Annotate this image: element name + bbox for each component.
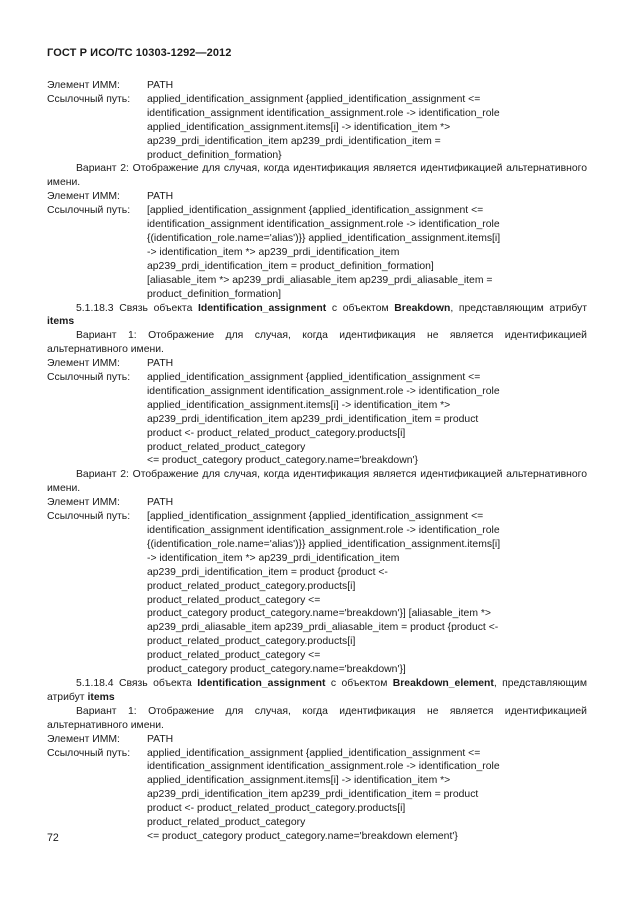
path-line: identification_assignment identification_assignment.role -> identification_role (147, 761, 500, 773)
path-line: ap239_prdi_identification_item ap239_prdi_identification_item = product (147, 413, 479, 425)
variant-paragraph: Вариант 1: Отображение для случая, когда идентификация не является идентификацией альтернативного имени. (47, 705, 587, 731)
path-line: product_related_product_category <= (147, 594, 321, 606)
path-line: product_definition_formation} (147, 149, 282, 161)
path-line: ap239_prdi_identification_item ap239_prdi_identification_item = (147, 135, 441, 147)
variant-paragraph: Вариант 2: Отображение для случая, когда идентификация является идентификацией альтернативного имени. (47, 469, 587, 495)
path-line: ap239_prdi_identification_item = product {product <- (147, 566, 388, 578)
entity-name: Identification_assignment (198, 302, 327, 314)
attribute-name: items (47, 316, 75, 328)
path-line: {(identification_role.name='alias')}} applied_identification_assignment.items[i] (147, 538, 501, 550)
variant-paragraph: Вариант 2: Отображение для случая, когда идентификация является идентификацией альтернативного имени. (47, 163, 587, 189)
section-text: 5.1.18.4 Связь объекта (76, 677, 198, 689)
path-line: product_related_product_category (147, 441, 306, 453)
variant-paragraph: Вариант 1: Отображение для случая, когда идентификация не является идентификацией альтернативного имени. (47, 330, 587, 356)
section-heading-5-1-18-3 (47, 302, 587, 330)
imm-element-value: PATH (147, 733, 174, 745)
imm-element-row (47, 496, 587, 510)
imm-element-row (47, 357, 587, 371)
path-line: product_related_product_category <= (147, 650, 321, 662)
reference-path-value (147, 371, 587, 468)
path-line: product_definition_formation] (147, 288, 282, 300)
imm-element-value: PATH (147, 80, 174, 91)
path-line: product <- product_related_product_category.products[i] (147, 427, 406, 439)
path-line: applied_identification_assignment {applied_identification_assignment <= (147, 93, 481, 105)
path-line: <= product_category product_category.name='breakdown element'} (147, 830, 458, 842)
document-header: ГОСТ Р ИСО/ТС 10303-1292—2012 (47, 47, 232, 59)
path-line: applied_identification_assignment.items[i] -> identification_item *> (147, 399, 451, 411)
section-text: с объектом (326, 302, 395, 314)
path-line: applied_identification_assignment {applied_identification_assignment <= (147, 372, 481, 384)
path-line: [applied_identification_assignment {applied_identification_assignment <= (147, 511, 484, 523)
path-line: ap239_prdi_aliasable_item ap239_prdi_aliasable_item = product {product <- (147, 622, 499, 634)
attribute-name: items (87, 691, 115, 703)
section-text: 5.1.18.3 Связь объекта (76, 302, 199, 314)
path-line: identification_assignment identification_assignment.role -> identification_role (147, 219, 500, 231)
reference-path-label: Ссылочный путь: (47, 747, 131, 759)
reference-path-row (47, 510, 587, 677)
path-line: <= product_category product_category.name='breakdown'} (147, 455, 418, 467)
section-text: , представляющим атрибут (47, 677, 588, 703)
path-line: product_related_product_category (147, 817, 306, 829)
imm-element-row (47, 733, 587, 747)
path-line: product_category product_category.name='breakdown'}] (147, 664, 406, 676)
reference-path-row (47, 747, 587, 844)
imm-element-label: Элемент ИММ: (47, 191, 120, 203)
imm-element-label: Элемент ИММ: (47, 358, 120, 370)
section-heading-5-1-18-4 (47, 677, 587, 705)
path-line: applied_identification_assignment.items[i] -> identification_item *> (147, 775, 451, 787)
document-body (47, 79, 587, 844)
path-line: product_related_product_category.products[i] (147, 580, 356, 592)
path-line: ap239_prdi_identification_item = product_definition_formation] (147, 260, 434, 272)
path-line: ap239_prdi_identification_item ap239_prdi_identification_item = product (147, 789, 479, 801)
imm-element-row (47, 190, 587, 204)
reference-path-row (47, 93, 587, 163)
path-line: {(identification_role.name='alias')}} applied_identification_assignment.items[i] (147, 232, 501, 244)
path-line: identification_assignment identification_assignment.role -> identification_role (147, 385, 500, 397)
path-line: product <- product_related_product_category.products[i] (147, 803, 406, 815)
entity-name: Identification_assignment (197, 677, 326, 689)
reference-path-value (147, 204, 587, 301)
path-line: identification_assignment identification_assignment.role -> identification_role (147, 107, 500, 119)
imm-element-label: Элемент ИММ: (47, 733, 120, 745)
reference-path-label: Ссылочный путь: (47, 511, 131, 523)
entity-name: Breakdown_element (392, 677, 494, 689)
path-line: applied_identification_assignment {applied_identification_assignment <= (147, 747, 481, 759)
entity-name: Breakdown (394, 302, 451, 314)
imm-element-value: PATH (147, 191, 174, 203)
reference-path-label: Ссылочный путь: (47, 93, 131, 105)
imm-element-label: Элемент ИММ: (47, 497, 120, 509)
reference-path-row (47, 371, 587, 468)
reference-path-label: Ссылочный путь: (47, 372, 131, 384)
page-number: 72 (47, 832, 59, 844)
section-text: с объектом (325, 677, 393, 689)
imm-element-row (47, 79, 587, 93)
path-line: [applied_identification_assignment {applied_identification_assignment <= (147, 205, 484, 217)
imm-element-label: Элемент ИММ: (47, 80, 120, 91)
path-line: [aliasable_item *> ap239_prdi_aliasable_item ap239_prdi_aliasable_item = (147, 274, 493, 286)
reference-path-value (147, 93, 587, 163)
reference-path-value (147, 747, 587, 844)
path-line: -> identification_item *> ap239_prdi_identification_item (147, 246, 400, 258)
section-text: , представляющим атрибут (450, 302, 587, 314)
path-line: applied_identification_assignment.items[i] -> identification_item *> (147, 121, 451, 133)
path-line: product_category product_category.name='breakdown'}] [aliasable_item *> (147, 608, 491, 620)
reference-path-label: Ссылочный путь: (47, 205, 131, 217)
imm-element-value: PATH (147, 497, 174, 509)
path-line: -> identification_item *> ap239_prdi_identification_item (147, 552, 400, 564)
path-line: identification_assignment identification_assignment.role -> identification_role (147, 525, 500, 536)
reference-path-value (147, 510, 587, 677)
path-line: product_related_product_category.products[i] (147, 636, 356, 648)
reference-path-row (47, 204, 587, 301)
imm-element-value: PATH (147, 358, 174, 370)
